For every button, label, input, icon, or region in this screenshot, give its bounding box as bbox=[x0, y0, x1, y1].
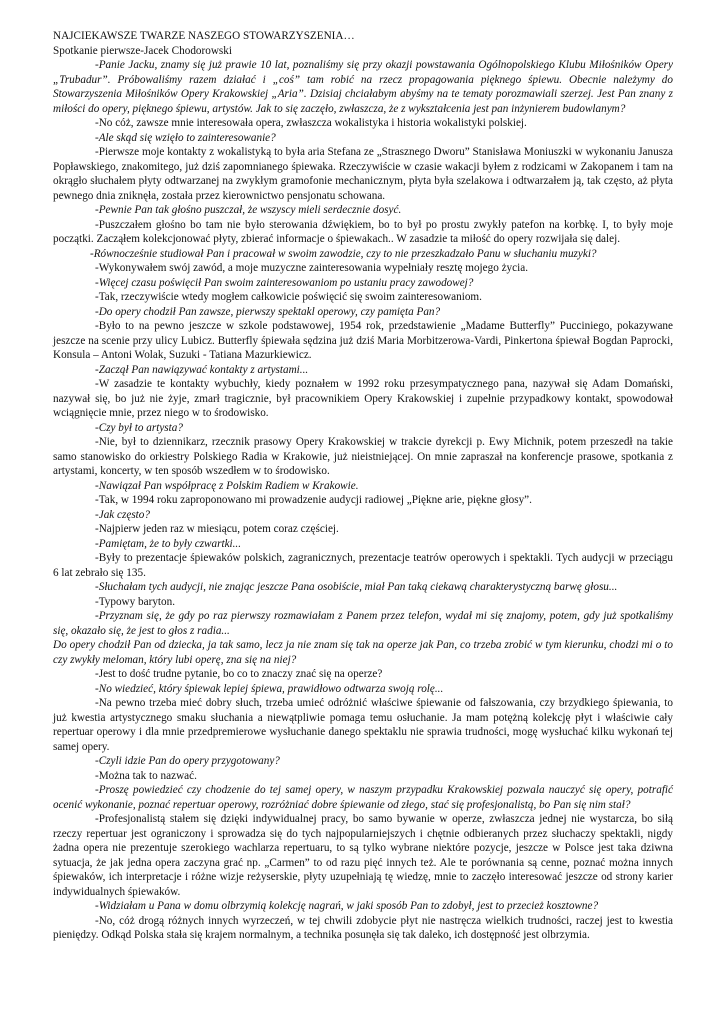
interview-question: Do opery chodził Pan od dziecka, ja tak samo, lecz ja nie znam się tak na operze jak Pan, co trzeba zrobić w tym kierunku, chodzi mi o to czy zwykły meloman, który lubi operę, zna się na niej? bbox=[53, 639, 673, 666]
interview-question: -Przyznam się, że gdy po raz pierwszy rozmawiałam z Panem przez telefon, wydał mi się znajomy, potem, gdy już spotkaliśmy się, okazało się, że jest to głos z radia... bbox=[53, 610, 673, 637]
interview-answer: -No cóż, zawsze mnie interesowała opera, zwłaszcza wokalistyka i historia wokalistyki polskiej. bbox=[95, 117, 527, 129]
interview-answer: -Na pewno trzeba mieć dobry słuch, trzeba umieć odróżnić właściwe śpiewanie od fałszowania, czy brzydkiego śpiewania, to już kwestia artystycznego smaku słuchania a niewątpliwie pomaga temu osłuchanie. Ja mam potężną kolekcję płyt i właściwie cały repertuar operowy i dla mnie przedpremierowe wysłuchanie danego spektaklu nie sprawia trudności, mogę wysłuchać kilku wykonań tej samej opery. bbox=[53, 697, 673, 753]
interview-answer: -Profesjonalistą stałem się dzięki indywidualnej pracy, bo samo bywanie w operze, zwłaszcza jednej nie wystarcza, bo siłą rzeczy repertuar jest ograniczony i sprowadza się do tych najpopularniejszych i chętnie odbieranych przez słuchaczy spektakli, nigdy żadna opera nie prezentuje szerokiego wachlarza repertuaru, to są tylko wybrane niektóre pozycje, jeszcze w Polsce jest taka dziwna sytuacja, że jak jedna opera zaczyna grać np. „Carmen” to od razu pięć innych też. Ale te porównania są cenne, poznać można innych śpiewaków, ich interpretacje i różne wizje reżyserskie, płyty uzupełniają tę wiedzę, mnie to zaczęło interesować jeszcze od strony karier indywidualnych śpiewaków. bbox=[53, 813, 673, 898]
interview-question: -Widziałam u Pana w domu olbrzymią kolekcję nagrań, w jaki sposób Pan to zdobył, jest to przecież kosztowne? bbox=[95, 900, 599, 912]
interview-answer: -Tak, rzeczywiście wtedy mogłem całkowicie poświęcić się swoim zainteresowaniom. bbox=[95, 291, 482, 303]
interview-answer: -Puszczałem głośno bo tam nie było sterowania dźwiękiem, bo to był po prostu zwykły patefon na korbkę. I, to były moje początki. Zacząłem kolekcjonować płyty, zbierać informacje o śpiewakach.. W zasadzie ta miłość do opery rozwijała się dalej. bbox=[53, 218, 673, 245]
interview-question: -Więcej czasu poświęcił Pan swoim zainteresowaniom po ustaniu pracy zawodowej? bbox=[95, 276, 474, 289]
interview-answer: -Pierwsze moje kontakty z wokalistyką to była aria Stefana ze „Strasznego Dworu” Stanisława Moniuszki w wykonaniu Janusza Popławskiego, znakomitego, już dziś zapomnianego śpiewaka. Rzeczywiście w czasie wakacji byłem z rodzicami w Zakopanem i tam na okrągło słuchałem płyty odtwarzanej na zwykłym gramofonie mechanicznym, płyta była szelakowa i odtwarzałem ją, tak często, aż płyta pewnego dnia zniknęła, została przez kierownictwo pensjonatu schowana. bbox=[53, 146, 673, 202]
interview-question: -No wiedzieć, który śpiewak lepiej śpiewa, prawidłowo odtwarza swoją rolę... bbox=[95, 682, 444, 695]
interview-answer: -Najpierw jeden raz w miesiącu, potem coraz częściej. bbox=[95, 523, 339, 535]
interview-answer: -Można tak to nazwać. bbox=[95, 769, 197, 782]
interview-question: -Zaczął Pan nawiązywać kontakty z artystami... bbox=[95, 363, 309, 376]
interview-question: -Do opery chodził Pan zawsze, pierwszy spektakl operowy, czy pamięta Pan? bbox=[95, 305, 441, 318]
interview-answer: -Wykonywałem swój zawód, a moje muzyczne zainteresowania wypełniały resztę mojego życia. bbox=[95, 262, 528, 274]
document-page bbox=[53, 29, 673, 943]
interview-answer: -Było to na pewno jeszcze w szkole podstawowej, 1954 rok, przedstawienie „Madame Butterfly” Pucciniego, pokazywane jeszcze na scenie przy ulicy Lubicz. Butterfly śpiewała sędzina już dziś Maria Morbitzerowa-Vardi, Pinkertona śpiewał Bogdan Paprocki, Konsula – Antoni Wolak, Suzuki - Tatiana Mazurkiewicz. bbox=[53, 320, 673, 361]
interview-answer: -Typowy baryton. bbox=[95, 595, 175, 608]
interview-question: -Panie Jacku, znamy się już prawie 10 lat, poznaliśmy się przy okazji powstawania Ogólnopolskiego Klubu Miłośników Opery „Trubadur”. Próbowaliśmy razem działać i „coś” tam robić na rzecz propagowania pięknego śpiewu. Obecnie należymy do Stowarzyszenia Miłośników Opery Krakowskiej „Aria”. Dzisiaj chciałabym abyśmy na te tematy porozmawiali szerzej. Jest Pan znany z miłości do opery, pięknego śpiewu, artystów. Jak to się zaczęło, zwłaszcza, że z wykształcenia jest pan inżynierem budowlanym? bbox=[53, 59, 673, 115]
interview-question: -Czyli idzie Pan do opery przygotowany? bbox=[95, 755, 280, 767]
interview-body bbox=[53, 58, 673, 943]
interview-answer: -Były to prezentacje śpiewaków polskich, zagranicznych, prezentacje teatrów operowych i spektakli. Tych audycji w przeciągu 6 lat zebrało się 135. bbox=[53, 552, 673, 579]
article-title: NAJCIEKAWSZE TWARZE NASZEGO STOWARZYSZENIA… bbox=[53, 30, 355, 42]
interview-answer: -Nie, był to dziennikarz, rzecznik prasowy Opery Krakowskiej w trakcie dyrekcji p. Ewy Michnik, potem przeszedł na takie samo stanowisko do orkiestry Polskiego Radia w Krakowie, już nieistniejącej. On mnie zapraszał na konferencje prasowe, spotkania z artystami, koncerty, w ten sposób wszedłem w to środowisko. bbox=[53, 436, 673, 477]
article-subtitle: Spotkanie pierwsze-Jacek Chodorowski bbox=[53, 44, 232, 57]
interview-question: -Nawiązał Pan współpracę z Polskim Radiem w Krakowie. bbox=[95, 479, 359, 492]
interview-question: -Równocześnie studiował Pan i pracował w swoim zawodzie, czy to nie przeszkadzało Panu w słuchaniu muzyki? bbox=[90, 247, 597, 260]
interview-question: -Proszę powiedzieć czy chodzenie do tej samej opery, w naszym przypadku Krakowskiej pozwala nauczyć się opery, potrafić ocenić wykonanie, poznać repertuar operowy, rozróżniać dobre śpiewanie od złego, stać się profesjonalistą, bo Pan się nim stał? bbox=[53, 784, 673, 811]
interview-question: -Pewnie Pan tak głośno puszczał, że wszyscy mieli serdecznie dosyć. bbox=[95, 204, 402, 216]
interview-answer: -No, cóż drogą różnych innych wyrzeczeń, w tej chwili zdobycie płyt nie nastręcza wielkich trudności, raczej jest to kwestia pieniędzy. Odkąd Polska stała się krajem normalnym, a technika posunęła się tak daleko, ich dostępność jest olbrzymia. bbox=[53, 914, 673, 941]
interview-question: -Czy był to artysta? bbox=[95, 421, 183, 434]
interview-question: -Jak często? bbox=[95, 508, 150, 521]
interview-answer: -W zasadzie te kontakty wybuchły, kiedy poznałem w 1992 roku przesympatycznego pana, nazywał się Adam Domański, nazywał się, bo już nie żyje, zmarł tragicznie, był pracownikiem Opery Krakowskiej i zupełnie przypadkowy kontakt, spowodował wciągnięcie mnie, przez niego w to środowisko. bbox=[53, 378, 673, 419]
interview-question: -Słuchałam tych audycji, nie znając jeszcze Pana osobiście, miał Pan taką ciekawą charakterystyczną barwę głosu... bbox=[95, 581, 618, 593]
interview-answer: -Tak, w 1994 roku zaproponowano mi prowadzenie audycji radiowej „Piękne arie, piękne głosy”. bbox=[95, 494, 532, 506]
interview-question: -Pamiętam, że to były czwartki... bbox=[95, 537, 242, 550]
interview-answer: -Jest to dość trudne pytanie, bo co to znaczy znać się na operze? bbox=[95, 668, 383, 680]
interview-question: -Ale skąd się wzięło to zainteresowanie? bbox=[95, 131, 276, 144]
